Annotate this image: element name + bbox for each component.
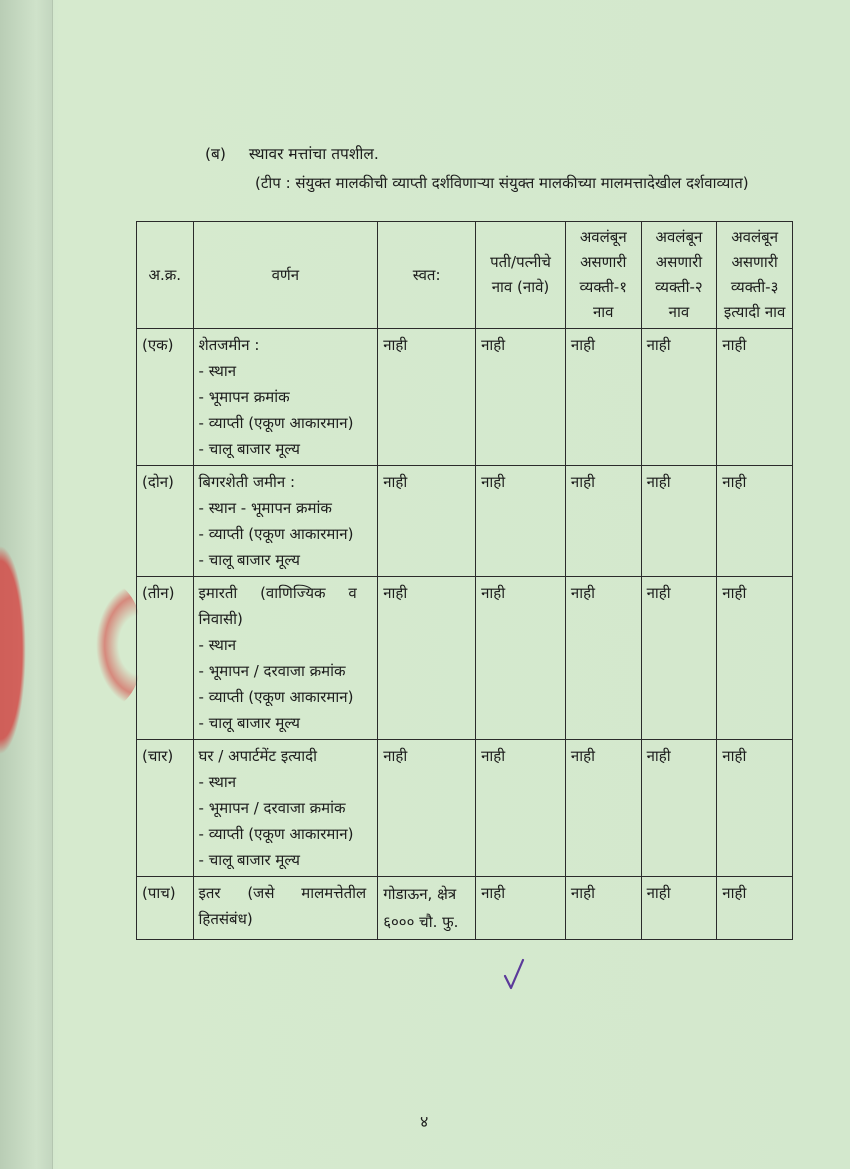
desc-line: इमारती (वाणिज्यिक व <box>198 584 357 602</box>
desc-line: इतर (जसे मालमत्तेतील <box>198 884 367 902</box>
desc-line: - व्याप्ती (एकूण आकारमान) <box>198 525 354 543</box>
desc-line: - स्थान - भूमापन क्रमांक <box>198 499 332 517</box>
cell-serial: (दोन) <box>137 466 194 577</box>
section-heading <box>205 142 379 164</box>
desc-line: - भूमापन / दरवाजा क्रमांक <box>198 662 346 680</box>
cell-dependent-1: नाही <box>565 466 641 577</box>
cell-serial: (तीन) <box>137 577 194 740</box>
desc-line: - भूमापन क्रमांक <box>198 388 290 406</box>
desc-line: - व्याप्ती (एकूण आकारमान) <box>198 414 354 432</box>
desc-line: - स्थान <box>198 773 237 791</box>
desc-line: - स्थान <box>198 636 237 654</box>
cell-dependent-3: नाही <box>717 740 793 877</box>
table-row <box>137 740 793 877</box>
desc-line: - चालू बाजार मूल्य <box>198 714 300 732</box>
checkmark-icon <box>503 958 525 990</box>
cell-self: नाही <box>378 466 476 577</box>
red-seal-mark <box>90 575 140 715</box>
cell-dependent-1: नाही <box>565 577 641 740</box>
table-header-row <box>137 222 793 329</box>
cell-description <box>193 740 378 877</box>
cell-spouse: नाही <box>476 329 566 466</box>
cell-description <box>193 466 378 577</box>
red-stamp-mark <box>0 545 26 755</box>
cell-description <box>193 577 378 740</box>
section-note: (टीप : संयुक्त मालकीची व्याप्ती दर्शविणाऱ्या संयुक्त मालकीच्या मालमत्तादेखील दर्शवाव्यात) <box>255 174 749 192</box>
cell-self: नाही <box>378 740 476 877</box>
page-number: ४ <box>420 1112 429 1131</box>
header-dependent-2: अवलंबून असणारी व्यक्ती-२ नाव <box>641 222 717 329</box>
header-description: वर्णन <box>193 222 378 329</box>
cell-dependent-2: नाही <box>641 466 717 577</box>
header-spouse: पती/पत्नीचे नाव (नावे) <box>476 222 566 329</box>
cell-serial: (पाच) <box>137 877 194 940</box>
cell-dependent-2: नाही <box>641 740 717 877</box>
cell-self: गोडाऊन, क्षेत्र ६००० चौ. फु. <box>378 877 476 940</box>
cell-spouse: नाही <box>476 466 566 577</box>
desc-line: शेतजमीन : <box>198 336 260 354</box>
cell-dependent-1: नाही <box>565 329 641 466</box>
cell-description <box>193 877 378 940</box>
header-dependent-1: अवलंबून असणारी व्यक्ती-१ नाव <box>565 222 641 329</box>
cell-dependent-2: नाही <box>641 877 717 940</box>
desc-line: - स्थान <box>198 362 237 380</box>
cell-dependent-2: नाही <box>641 577 717 740</box>
table-row <box>137 877 793 940</box>
cell-self: नाही <box>378 329 476 466</box>
cell-serial: (चार) <box>137 740 194 877</box>
cell-serial: (एक) <box>137 329 194 466</box>
table-row <box>137 577 793 740</box>
cell-dependent-1: नाही <box>565 740 641 877</box>
table-row <box>137 466 793 577</box>
cell-dependent-3: नाही <box>717 877 793 940</box>
desc-line: हितसंबंध) <box>198 910 253 928</box>
immovable-assets-table <box>136 221 793 940</box>
desc-line: - चालू बाजार मूल्य <box>198 851 300 869</box>
cell-spouse: नाही <box>476 577 566 740</box>
cell-dependent-3: नाही <box>717 577 793 740</box>
desc-line: निवासी) <box>198 610 243 628</box>
desc-line: - व्याप्ती (एकूण आकारमान) <box>198 825 354 843</box>
cell-dependent-3: नाही <box>717 466 793 577</box>
cell-self: नाही <box>378 577 476 740</box>
cell-dependent-3: नाही <box>717 329 793 466</box>
header-dependent-3: अवलंबून असणारी व्यक्ती-३ इत्यादी नाव <box>717 222 793 329</box>
desc-line: बिगरशेती जमीन : <box>198 473 296 491</box>
cell-description <box>193 329 378 466</box>
cell-spouse: नाही <box>476 877 566 940</box>
cell-dependent-1: नाही <box>565 877 641 940</box>
desc-line: - भूमापन / दरवाजा क्रमांक <box>198 799 346 817</box>
cell-dependent-2: नाही <box>641 329 717 466</box>
desc-line: - चालू बाजार मूल्य <box>198 551 300 569</box>
cell-spouse: नाही <box>476 740 566 877</box>
desc-line: - चालू बाजार मूल्य <box>198 440 300 458</box>
section-label: (ब) <box>205 145 226 163</box>
section-title: स्थावर मत्तांचा तपशील. <box>248 145 379 163</box>
table-row <box>137 329 793 466</box>
desc-line: - व्याप्ती (एकूण आकारमान) <box>198 688 354 706</box>
header-serial: अ.क्र. <box>137 222 194 329</box>
header-self: स्वत: <box>378 222 476 329</box>
desc-line: घर / अपार्टमेंट इत्यादी <box>198 747 317 765</box>
